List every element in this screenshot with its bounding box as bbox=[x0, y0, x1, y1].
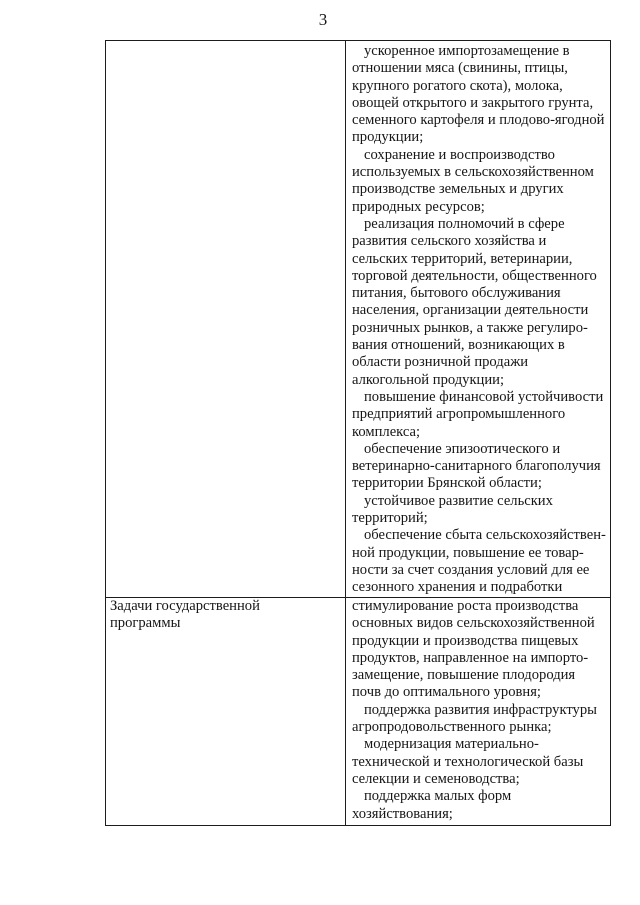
text-line: торговой деятельности, общественного bbox=[352, 267, 597, 284]
text-line: используемых в сельскохозяйственном bbox=[352, 164, 594, 181]
list-item bbox=[352, 493, 610, 528]
text-line: ности за счет создания условий для ее bbox=[352, 561, 590, 578]
text-line: ветеринарно-санитарного благополучия bbox=[352, 458, 601, 475]
text-line: розничных рынков, а также регулиро- bbox=[352, 319, 588, 336]
text-line: поддержка малых форм bbox=[364, 788, 512, 805]
text-line: стимулирование роста производства bbox=[352, 598, 579, 614]
list-item bbox=[352, 788, 610, 823]
text-line: сохранение и воспроизводство bbox=[364, 146, 555, 163]
text-line: территорий; bbox=[352, 510, 428, 527]
program-table bbox=[105, 40, 611, 826]
text-line: продукции; bbox=[352, 129, 424, 146]
list-item bbox=[352, 216, 610, 389]
text-line: области розничной продажи bbox=[352, 354, 529, 371]
row-label-cell bbox=[106, 41, 346, 597]
text-line: семенного картофеля и плодово-ягодной bbox=[352, 112, 605, 129]
text-line: селекции и семеноводства; bbox=[352, 770, 520, 787]
text-line: предприятий агропромышленного bbox=[352, 406, 566, 423]
list-item bbox=[352, 702, 610, 737]
text-line: обеспечение эпизоотического и bbox=[364, 440, 561, 457]
row-content-cell bbox=[346, 41, 610, 597]
text-line: отношении мяса (свинины, птицы, bbox=[352, 60, 568, 77]
text-line: реализация полномочий в сфере bbox=[364, 215, 565, 232]
row-label-cell bbox=[106, 598, 346, 825]
text-line: населения, организации деятельности bbox=[352, 302, 589, 319]
row-label-line: Задачи государственной bbox=[110, 598, 260, 614]
text-line: хозяйствования; bbox=[352, 805, 453, 822]
list-item bbox=[352, 736, 610, 788]
text-line: крупного рогатого скота), молока, bbox=[352, 77, 563, 94]
text-line: обеспечение сбыта сельскохозяйствен- bbox=[364, 527, 606, 544]
text-line: комплекса; bbox=[352, 423, 421, 440]
list-item bbox=[352, 389, 610, 441]
text-line: продукции и производства пищевых bbox=[352, 632, 579, 649]
text-line: агропродовольственного рынка; bbox=[352, 719, 552, 736]
text-line: повышение финансовой устойчивости bbox=[364, 388, 604, 405]
list-item bbox=[352, 147, 610, 216]
text-line: сельских территорий, ветеринарии, bbox=[352, 250, 573, 267]
text-line: овощей открытого и закрытого грунта, bbox=[352, 94, 594, 111]
list-item bbox=[352, 43, 610, 147]
page-number: 3 bbox=[318, 10, 328, 29]
text-line: территории Брянской области; bbox=[352, 475, 542, 492]
text-line: ускоренное импортозамещение в bbox=[364, 43, 570, 59]
text-line: технической и технологической базы bbox=[352, 753, 584, 770]
text-line: алкогольной продукции; bbox=[352, 371, 505, 388]
text-line: питания, бытового обслуживания bbox=[352, 285, 561, 302]
table-row bbox=[106, 598, 610, 825]
list-item bbox=[352, 527, 610, 596]
text-line: вания отношений, возникающих в bbox=[352, 337, 565, 354]
text-line: природных ресурсов; bbox=[352, 198, 485, 215]
text-line: устойчивое развитие сельских bbox=[364, 492, 553, 509]
text-line: почв до оптимального уровня; bbox=[352, 684, 541, 701]
row-label-line: программы bbox=[110, 615, 181, 632]
list-item bbox=[352, 598, 610, 702]
text-line: сезонного хранения и подработки bbox=[352, 579, 563, 596]
text-line: развития сельского хозяйства и bbox=[352, 233, 547, 250]
text-line: замещение, повышение плодородия bbox=[352, 667, 576, 684]
text-line: продуктов, направленное на импорто- bbox=[352, 649, 589, 666]
list-item bbox=[352, 441, 610, 493]
text-line: основных видов сельскохозяйственной bbox=[352, 615, 595, 632]
text-line: ной продукции, повышение ее товар- bbox=[352, 544, 584, 561]
text-line: поддержка развития инфраструктуры bbox=[364, 701, 597, 718]
text-line: производстве земельных и других bbox=[352, 181, 564, 198]
row-content-cell bbox=[346, 598, 610, 825]
table-row bbox=[106, 41, 610, 598]
text-line: модернизация материально- bbox=[364, 736, 539, 753]
